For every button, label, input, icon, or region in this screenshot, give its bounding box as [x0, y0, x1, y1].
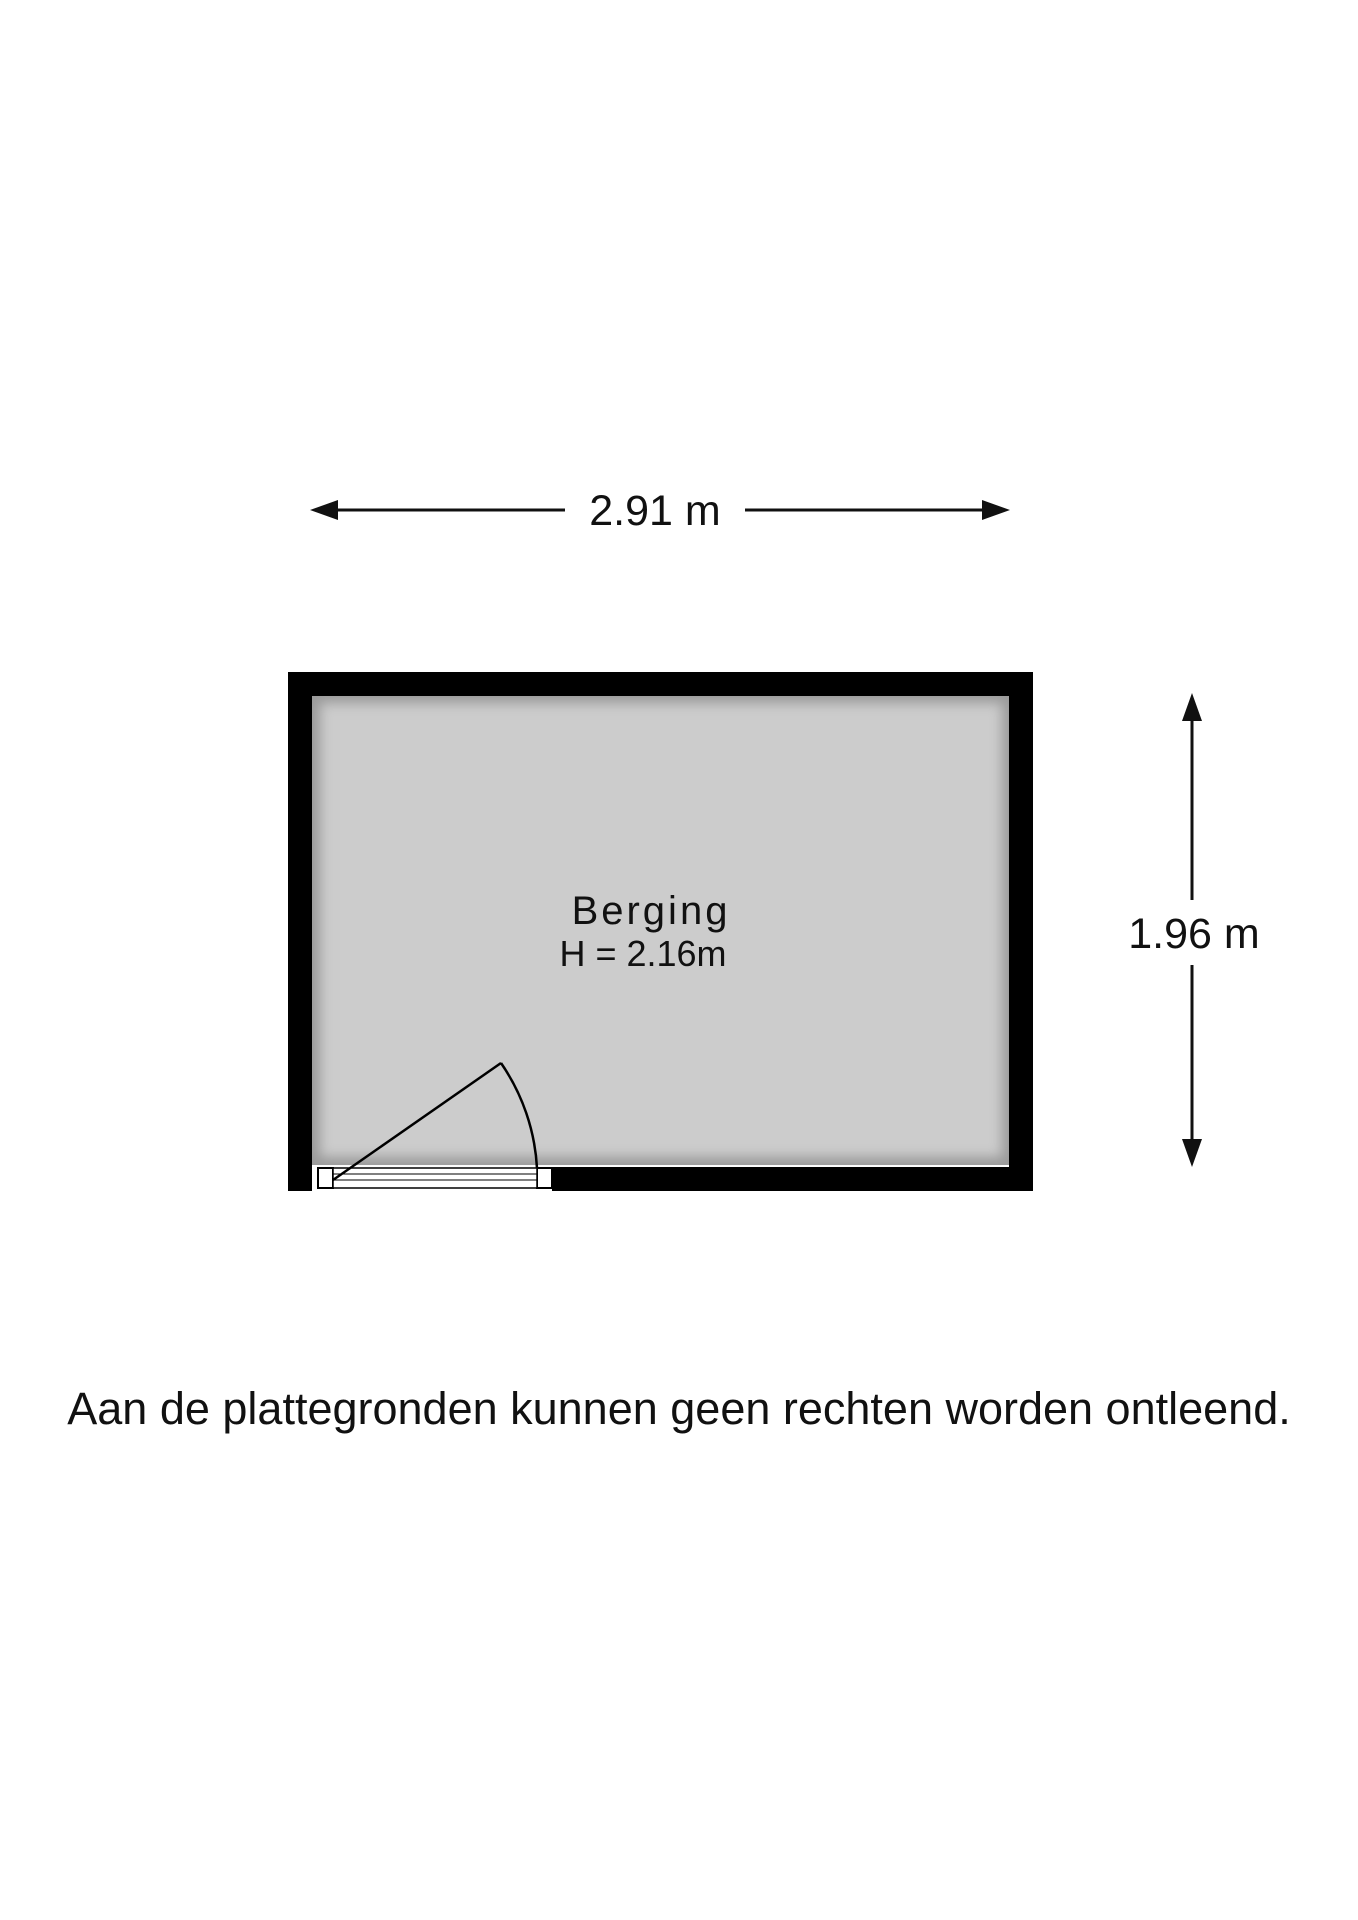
room-berging — [288, 672, 1033, 1191]
room-name-label: Berging — [571, 889, 731, 933]
wall-left — [288, 672, 312, 1191]
disclaimer-text: Aan de plattegronden kunnen geen rechten worden ontleend. — [67, 1383, 1291, 1434]
arrow-left-icon — [310, 500, 338, 520]
width-dimension-label: 2.91 m — [589, 487, 721, 535]
door-threshold — [333, 1168, 537, 1188]
depth-dimension-label: 1.96 m — [1128, 910, 1260, 958]
room-height-label: H = 2.16m — [559, 933, 727, 974]
door-jamb-right — [537, 1168, 552, 1188]
arrow-right-icon — [982, 500, 1010, 520]
width-dimension — [310, 487, 1010, 535]
door-jamb-left — [318, 1168, 333, 1188]
wall-top — [288, 672, 1033, 696]
wall-right — [1009, 672, 1033, 1191]
wall-bottom-right — [552, 1167, 1033, 1191]
depth-dimension — [1128, 693, 1259, 1167]
arrow-up-icon — [1182, 693, 1202, 721]
arrow-down-icon — [1182, 1139, 1202, 1167]
